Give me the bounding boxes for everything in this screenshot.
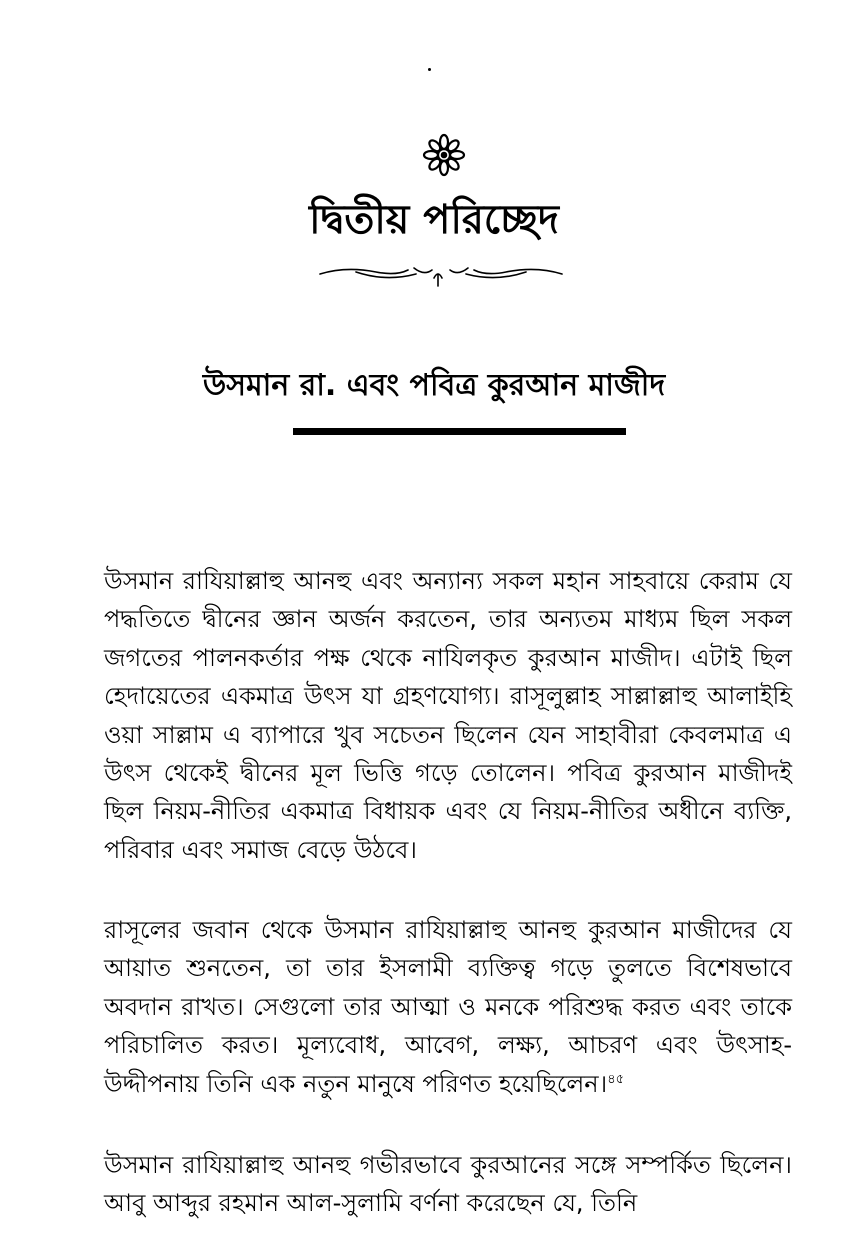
flourish-divider-icon: [316, 260, 566, 290]
paragraph-2: [104, 911, 792, 1103]
paragraph-2-text: রাসূলের জবান থেকে উসমান রাযিয়াল্লাহু আনহু কুরআন মাজীদের যে আয়াত শুনতেন, তা তার ইসলামী ব্যক্তিত্ব গড়ে তুলতে বিশেষভাবে অবদান রাখত। সেগুলো তার আত্মা ও মনকে পরিশুদ্ধ করত এবং তাকে পরিচালিত করত। মূল্যবোধ, আবেগ, লক্ষ্য, আচরণ এবং উৎসাহ-উদ্দীপনায় তিনি এক নতুন মানুষে পরিণত হয়েছিলেন।: [104, 916, 792, 1098]
chapter-title: দ্বিতীয় পরিচ্ছেদ: [309, 197, 559, 243]
page-mark: [428, 68, 431, 71]
flower-ornament-icon: [421, 132, 467, 178]
section-title: উসমান রা. এবং পবিত্র কুরআন মাজীদ: [202, 368, 666, 403]
paragraph-3: উসমান রাযিয়াল্লাহু আনহু গভীরভাবে কুরআনের সঙ্গে সম্পর্কিত ছিলেন। আবু আব্দুর রহমান আল-সুলামি বর্ণনা করেছেন যে, তিনি: [104, 1151, 792, 1218]
paragraph-1: উসমান রাযিয়াল্লাহু আনহু এবং অন্যান্য সকল মহান সাহবায়ে কেরাম যে পদ্ধতিতে দ্বীনের জ্ঞান অর্জন করতেন, তার অন্যতম মাধ্যম ছিল সকল জগতের পালনকর্তার পক্ষ থেকে নাযিলকৃত কুরআন মাজীদ। এটাই ছিল হেদায়েতের একমাত্র উৎস যা গ্রহণযোগ্য। রাসূলুল্লাহ সাল্লাল্লাহু আলাইহি ওয়া সাল্লাম এ ব্যাপারে খুব সচেতন ছিলেন যেন সাহাবীরা কেবলমাত্র এ উৎস থেকেই দ্বীনের মূল ভিত্তি গড়ে তোলেন। পবিত্র কুরআন মাজীদই ছিল নিয়ম-নীতির একমাত্র বিধায়ক এবং যে নিয়ম-নীতির অধীনে ব্যক্তি, পরিবার এবং সমাজ বেড়ে উঠবে।: [104, 567, 792, 864]
title-underline: [293, 428, 626, 435]
footnote-ref: ৪৫: [607, 1071, 625, 1087]
